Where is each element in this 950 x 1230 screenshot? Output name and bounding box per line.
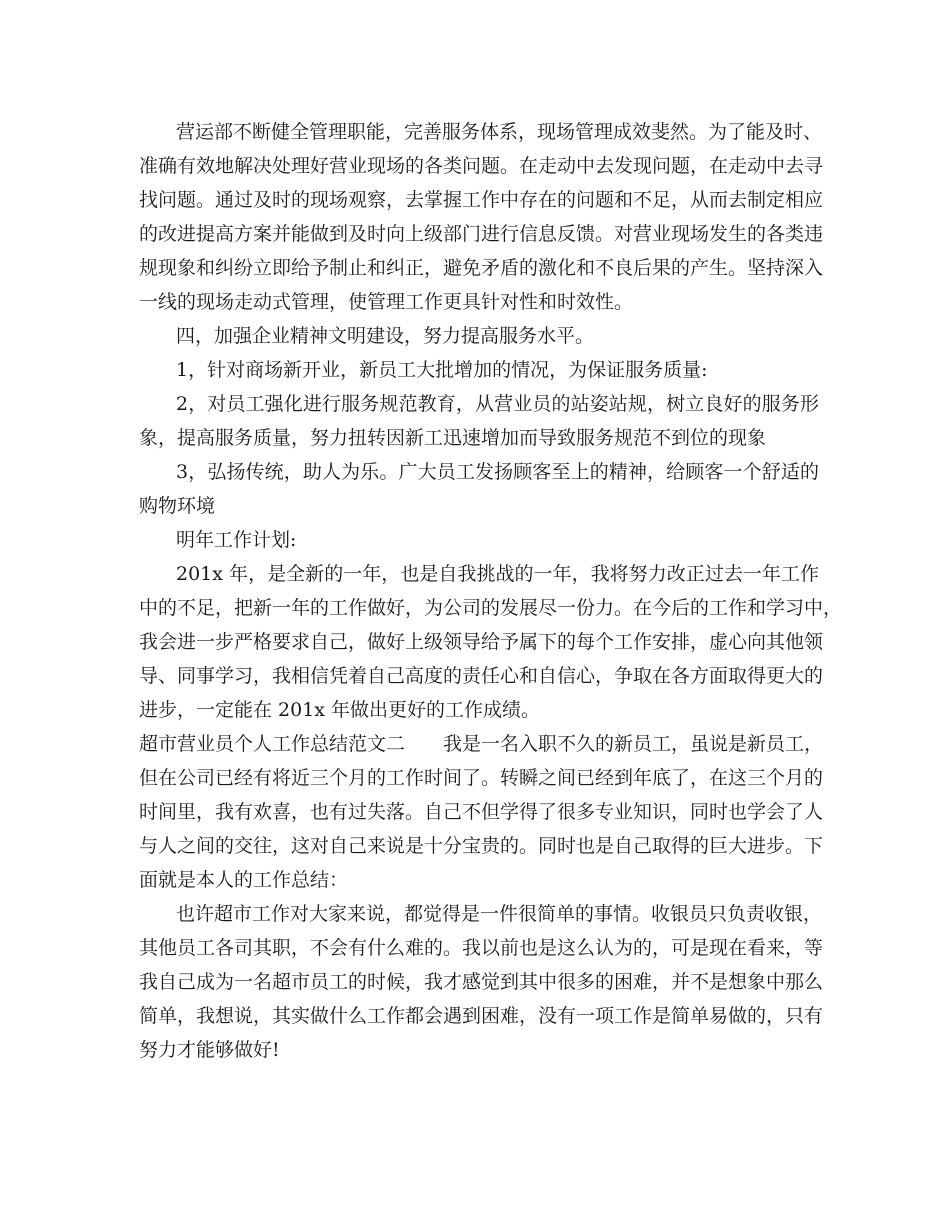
text-line: 营运部不断健全管理职能，完善服务体系，现场管理成效斐然。为了能及时、 (176, 121, 823, 143)
text-line: 进步，一定能在 201x 年做出更好的工作成绩。 (139, 699, 541, 721)
text-line: 我会进一步严格要求自己，做好上级领导给予属下的每个工作安排，虚心向其他领 (139, 631, 824, 653)
text-line: 超市营业员个人工作总结范文二 我是一名入职不久的新员工，虽说是新员工， (139, 733, 824, 755)
text-line: 准确有效地解决处理好营业现场的各类问题。在走动中去发现问题，在走动中去寻 (139, 155, 824, 177)
text-line: 购物环境 (139, 495, 216, 517)
text-line: 导、同事学习，我相信凭着自己高度的责任心和自信心，争取在各方面取得更大的 (139, 665, 824, 687)
text-line: 的改进提高方案并能做到及时向上级部门进行信息反馈。对营业现场发生的各类违 (139, 223, 824, 245)
text-line: 也许超市工作对大家来说，都觉得是一件很简单的事情。收银员只负责收银， (176, 903, 823, 925)
list-item: 3，弘扬传统，助人为乐。广大员工发扬顾客至上的精神，给顾客一个舒适的 (176, 461, 819, 483)
list-item: 1，针对商场新开业，新员工大批增加的情况，为保证服务质量: (176, 359, 708, 381)
text-line: 中的不足，把新一年的工作做好，为公司的发展尽一份力。在今后的工作和学习中， (139, 597, 843, 619)
text-line: 努力才能够做好! (139, 1039, 280, 1061)
text-line: 我自己成为一名超市员工的时候，我才感觉到其中很多的困难，并不是想象中那么 (139, 971, 824, 993)
text-line: 规现象和纠纷立即给予制止和纠正，避免矛盾的激化和不良后果的产生。坚持深入 (139, 257, 824, 279)
text-line: 201x 年，是全新的一年，也是自我挑战的一年，我将努力改正过去一年工作 (176, 563, 819, 585)
section-heading: 明年工作计划: (176, 529, 297, 551)
section-heading: 四，加强企业精神文明建设，努力提高服务水平。 (176, 325, 595, 347)
list-item: 2，对员工强化进行服务规范教育，从营业员的站姿站规，树立良好的服务形 (176, 393, 819, 415)
text-line: 简单，我想说，其实做什么工作都会遇到困难，没有一项工作是简单易做的，只有 (139, 1005, 824, 1027)
text-line: 找问题。通过及时的现场观察，去掌握工作中存在的问题和不足，从而去制定相应 (139, 189, 824, 211)
text-line: 面就是本人的工作总结： (139, 869, 349, 891)
text-line: 其他员工各司其职，不会有什么难的。我以前也是这么认为的，可是现在看来，等 (139, 937, 824, 959)
text-line: 一线的现场走动式管理，使管理工作更具针对性和时效性。 (139, 291, 634, 313)
text-line: 但在公司已经有将近三个月的工作时间了。转瞬之间已经到年底了，在这三个月的 (139, 767, 824, 789)
text-line: 时间里，我有欢喜，也有过失落。自己不但学得了很多专业知识，同时也学会了人 (139, 801, 824, 823)
text-line: 象，提高服务质量，努力扭转因新工迅速增加而导致服务规范不到位的现象 (139, 427, 767, 449)
text-line: 与人之间的交往，这对自己来说是十分宝贵的。同时也是自己取得的巨大进步。下 (139, 835, 824, 857)
